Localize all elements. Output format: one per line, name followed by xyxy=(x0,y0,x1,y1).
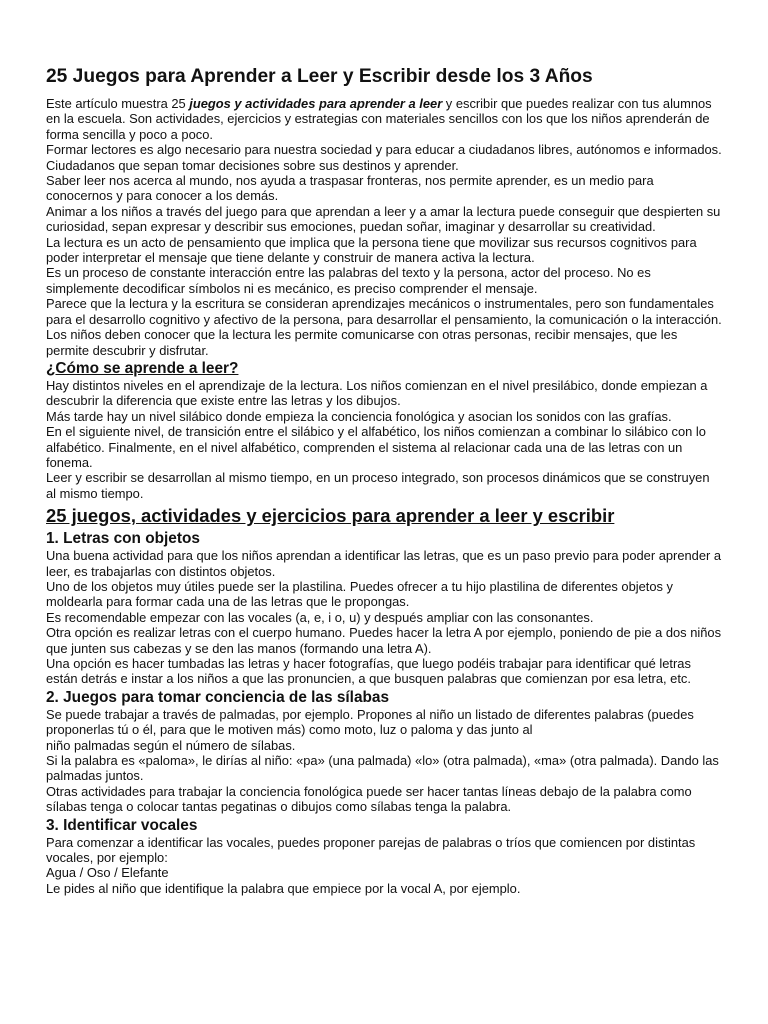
paragraph: Parece que la lectura y la escritura se consideran aprendizajes mecánicos o instrumentales, pero son fundamentales para el desarrollo cognitivo y afectivo de la persona, para desarrollar el pensamiento, la comunicación o la interacción. xyxy=(46,296,722,327)
intro-text-end: y escribir que puedes realizar con tus alumnos en la escuela. Son actividades, ejercicios y estrategias con materiales sencillos con los que los niños aprenderán de forma sencilla y poco a poco. xyxy=(46,96,712,142)
intro-paragraph xyxy=(46,96,722,142)
paragraph: En el siguiente nivel, de transición entre el silábico y el alfabético, los niños comienzan a combinar lo silábico con lo alfabético. Finalmente, en el nivel alfabético, comprenden el sistema al relacionar cada una de las letras con un fonema. xyxy=(46,424,706,470)
paragraph xyxy=(46,707,722,753)
section-heading-games: 25 juegos, actividades y ejercicios para aprender a leer y escribir xyxy=(46,505,615,527)
paragraph: Agua / Oso / Elefante xyxy=(46,865,169,881)
intro-emphasis: juegos y actividades para aprender a leer xyxy=(189,96,443,111)
paragraph: Animar a los niños a través del juego para que aprendan a leer y a amar la lectura puede conseguir que despierten su curiosidad, sepan expresar y describir sus emociones, puedan soñar, imaginar y desarrollar su creatividad. xyxy=(46,203,721,235)
paragraph: Saber leer nos acerca al mundo, nos ayuda a traspasar fronteras, nos permite aprender, es un medio para conocernos y para conocer a los demás. xyxy=(46,173,654,204)
paragraph: Es recomendable empezar con las vocales (a, e, i o, u) y después ampliar con las consonantes. xyxy=(46,609,594,625)
paragraph: La lectura es un acto de pensamiento que implica que la persona tiene que movilizar sus recursos cognitivos para poder interpretar el mensaje que tiene delante y construir de manera activa la lectura. xyxy=(46,234,697,266)
paragraph: Uno de los objetos muy útiles puede ser la plastilina. Puedes ofrecer a tu hijo plastilina de diferentes objetos y moldearla para formar cada una de las letras que le propongas. xyxy=(46,578,673,610)
paragraph: Los niños deben conocer que la lectura les permite comunicarse con otras personas, recibir mensajes, que les permite descubrir y disfrutar. xyxy=(46,327,678,358)
paragraph-line: niño palmadas según el número de sílabas. xyxy=(46,737,296,753)
paragraph: Leer y escribir se desarrollan al mismo tiempo, en un proceso integrado, son procesos dinámicos que se construyen al mismo tiempo. xyxy=(46,470,710,501)
paragraph: Formar lectores es algo necesario para nuestra sociedad y para educar a ciudadanos libres, autónomos e informados. Ciudadanos que sepan tomar decisiones sobre sus destinos y aprender. xyxy=(46,142,722,173)
paragraph: Una buena actividad para que los niños aprendan a identificar las letras, que es un paso previo para poder aprender a leer, es trabajarlas con distintos objetos. xyxy=(46,548,722,579)
paragraph: Una opción es hacer tumbadas las letras y hacer fotografías, que luego podéis trabajar para identificar qué letras están detrás e instar a los niños a que las pronuncien, a que busquen palabras que comienzan por esa letra, etc. xyxy=(46,656,691,687)
paragraph: Es un proceso de constante interacción entre las palabras del texto y la persona, actor del proceso. No es simplemente decodificar símbolos ni es mecánico, es preciso comprender el mensaje. xyxy=(46,265,651,296)
subsection-heading-letters-objects: 1. Letras con objetos xyxy=(46,530,200,548)
paragraph-line: Se puede trabajar a través de palmadas, por ejemplo. Propones al niño un listado de diferentes palabras (puedes proponerlas tú o él, para que le motiven más) como moto, luz o paloma y das junto al xyxy=(46,706,694,738)
paragraph: Le pides al niño que identifique la palabra que empiece por la vocal A, por ejemplo. xyxy=(46,880,521,896)
paragraph: Hay distintos niveles en el aprendizaje de la lectura. Los niños comienzan en el nivel presilábico, donde empiezan a descubrir la diferencia que existe entre las letras y los dibujos. xyxy=(46,377,708,409)
subsection-heading-vowels: 3. Identificar vocales xyxy=(46,816,198,834)
paragraph: Otra opción es realizar letras con el cuerpo humano. Puedes hacer la letra A por ejemplo, poniendo de pie a dos niños que junten sus cabezas y se den las manos (formando una letra A). xyxy=(46,625,722,656)
paragraph: Más tarde hay un nivel silábico donde empieza la conciencia fonológica y asocian los sonidos con las grafías. xyxy=(46,408,672,424)
section-heading-how-to-read: ¿Cómo se aprende a leer? xyxy=(46,359,239,377)
paragraph: Para comenzar a identificar las vocales, puedes proponer parejas de palabras o tríos que comiencen por distintas vocales, por ejemplo: xyxy=(46,834,696,866)
document-title: 25 Juegos para Aprender a Leer y Escribir desde los 3 Años xyxy=(46,66,593,87)
subsection-heading-syllables: 2. Juegos para tomar conciencia de las sílabas xyxy=(46,688,390,706)
paragraph: Si la palabra es «paloma», le dirías al niño: «pa» (una palmada) «lo» (otra palmada), «ma» (otra palmada). Dando las palmadas juntos. xyxy=(46,753,719,784)
intro-text-start: Este artículo muestra 25 xyxy=(46,96,190,111)
paragraph: Otras actividades para trabajar la conciencia fonológica puede ser hacer tantas líneas debajo de la palabra como sílabas tenga o colocar tantas pegatinas o dibujos como sílabas tenga la palabra. xyxy=(46,783,692,815)
